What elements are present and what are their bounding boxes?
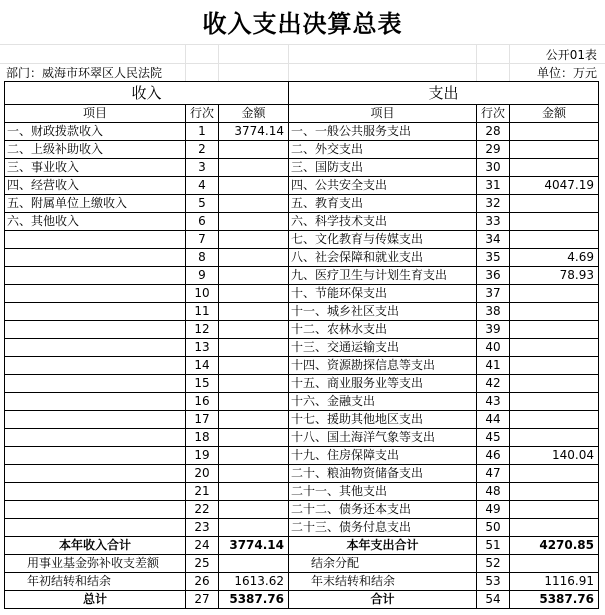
income-row-no-cell: 17: [186, 411, 219, 429]
summary-row: [5, 555, 599, 573]
expense-row-no-cell: 35: [477, 249, 510, 267]
income-amount-cell: [219, 393, 289, 411]
table-row: [5, 159, 599, 177]
expense-row-no-cell: 31: [477, 177, 510, 195]
income-item-cell: [5, 483, 186, 501]
expense-row-no-cell: 46: [477, 447, 510, 465]
expense-summary-amount: [510, 555, 599, 573]
income-summary-amount: [219, 555, 289, 573]
expense-amount-cell: [510, 357, 599, 375]
income-item-cell: [5, 429, 186, 447]
income-row-no-cell: 26: [186, 573, 219, 591]
expense-row-no-cell: 32: [477, 195, 510, 213]
expense-item-cell: 二十一、其他支出: [289, 483, 477, 501]
income-item-cell: [5, 285, 186, 303]
income-amount-cell: [219, 249, 289, 267]
income-summary-label: 总计: [5, 591, 186, 609]
expense-row-no-cell: 52: [477, 555, 510, 573]
income-row-no-cell: 18: [186, 429, 219, 447]
income-item-cell: [5, 375, 186, 393]
expense-row-no-cell: 28: [477, 123, 510, 141]
income-summary-label: 本年收入合计: [5, 537, 186, 555]
income-row-no-cell: 23: [186, 519, 219, 537]
income-amount-cell: [219, 357, 289, 375]
expense-item-cell: 七、文化教育与传媒支出: [289, 231, 477, 249]
column-header-amount: 金额: [219, 105, 289, 123]
expense-amount-cell: [510, 465, 599, 483]
gridline: [185, 44, 186, 81]
income-amount-cell: 3774.14: [219, 123, 289, 141]
expense-item-cell: 二十三、债务付息支出: [289, 519, 477, 537]
income-row-no-cell: 3: [186, 159, 219, 177]
expense-row-no-cell: 29: [477, 141, 510, 159]
income-summary-amount: 5387.76: [219, 591, 289, 609]
income-row-no-cell: 19: [186, 447, 219, 465]
income-amount-cell: [219, 213, 289, 231]
income-summary-label: 用事业基金弥补收支差额: [5, 555, 186, 573]
income-amount-cell: [219, 195, 289, 213]
income-row-no-cell: 5: [186, 195, 219, 213]
income-amount-cell: [219, 303, 289, 321]
expense-summary-label: 年末结转和结余: [289, 573, 477, 591]
expense-amount-cell: [510, 285, 599, 303]
expense-item-cell: 二十、粮油物资储备支出: [289, 465, 477, 483]
income-amount-cell: [219, 375, 289, 393]
table-row: [5, 357, 599, 375]
income-item-cell: [5, 411, 186, 429]
table-row: [5, 393, 599, 411]
gridline: [288, 44, 289, 81]
expense-summary-amount: 5387.76: [510, 591, 599, 609]
income-item-cell: 五、附属单位上缴收入: [5, 195, 186, 213]
income-item-cell: 六、其他收入: [5, 213, 186, 231]
income-row-no-cell: 2: [186, 141, 219, 159]
expense-row-no-cell: 42: [477, 375, 510, 393]
income-item-cell: [5, 393, 186, 411]
expense-row-no-cell: 47: [477, 465, 510, 483]
income-row-no-cell: 1: [186, 123, 219, 141]
income-row-no-cell: 22: [186, 501, 219, 519]
expense-item-cell: 十八、国土海洋气象等支出: [289, 429, 477, 447]
income-item-cell: [5, 357, 186, 375]
income-amount-cell: [219, 465, 289, 483]
table-row: [5, 213, 599, 231]
income-amount-cell: [219, 231, 289, 249]
expense-amount-cell: [510, 141, 599, 159]
income-item-cell: [5, 267, 186, 285]
expense-item-cell: 十七、援助其他地区支出: [289, 411, 477, 429]
expense-item-cell: 二十二、债务还本支出: [289, 501, 477, 519]
expense-item-cell: 十四、资源勘探信息等支出: [289, 357, 477, 375]
income-summary-label: 年初结转和结余: [5, 573, 186, 591]
income-row-no-cell: 16: [186, 393, 219, 411]
income-amount-cell: [219, 285, 289, 303]
expense-amount-cell: [510, 411, 599, 429]
gridline: [476, 44, 477, 81]
expense-row-no-cell: 34: [477, 231, 510, 249]
income-summary-amount: 1613.62: [219, 573, 289, 591]
table-row: [5, 447, 599, 465]
department-label: 部门：威海市环翠区人民法院: [6, 66, 163, 80]
expense-row-no-cell: 43: [477, 393, 510, 411]
expense-amount-cell: [510, 123, 599, 141]
income-item-cell: [5, 249, 186, 267]
income-item-cell: [5, 447, 186, 465]
gridline: [509, 44, 510, 81]
summary-row: [5, 537, 599, 555]
gridline: [0, 63, 605, 64]
income-item-cell: [5, 303, 186, 321]
expense-summary-label: 合计: [289, 591, 477, 609]
table-row: [5, 195, 599, 213]
expense-item-cell: 十二、农林水支出: [289, 321, 477, 339]
unit-label: 单位：万元: [536, 66, 597, 80]
income-row-no-cell: 21: [186, 483, 219, 501]
expense-row-no-cell: 33: [477, 213, 510, 231]
income-row-no-cell: 14: [186, 357, 219, 375]
page-title: 收入支出决算总表: [202, 10, 403, 38]
income-amount-cell: [219, 429, 289, 447]
gridline: [218, 44, 219, 81]
income-amount-cell: [219, 501, 289, 519]
expense-amount-cell: [510, 159, 599, 177]
expense-amount-cell: 78.93: [510, 267, 599, 285]
income-item-cell: [5, 231, 186, 249]
expense-amount-cell: [510, 429, 599, 447]
column-header-row-no: 行次: [477, 105, 510, 123]
expense-row-no-cell: 50: [477, 519, 510, 537]
table-row: [5, 141, 599, 159]
income-amount-cell: [219, 141, 289, 159]
table-row: [5, 465, 599, 483]
expense-section-header: 支出: [289, 82, 599, 105]
income-item-cell: [5, 339, 186, 357]
expense-summary-label: 结余分配: [289, 555, 477, 573]
expense-amount-cell: [510, 375, 599, 393]
income-summary-amount: 3774.14: [219, 537, 289, 555]
column-header-row-no: 行次: [186, 105, 219, 123]
income-item-cell: 一、财政拨款收入: [5, 123, 186, 141]
table-row: [5, 375, 599, 393]
table-row: [5, 429, 599, 447]
expense-amount-cell: [510, 393, 599, 411]
income-item-cell: [5, 501, 186, 519]
table-row: [5, 411, 599, 429]
expense-row-no-cell: 38: [477, 303, 510, 321]
income-row-no-cell: 7: [186, 231, 219, 249]
expense-row-no-cell: 30: [477, 159, 510, 177]
expense-amount-cell: [510, 483, 599, 501]
income-section-header: 收入: [5, 82, 289, 105]
expense-item-cell: 九、医疗卫生与计划生育支出: [289, 267, 477, 285]
expense-row-no-cell: 37: [477, 285, 510, 303]
income-amount-cell: [219, 267, 289, 285]
budget-summary-table: [4, 81, 599, 609]
income-row-no-cell: 11: [186, 303, 219, 321]
expense-item-cell: 三、国防支出: [289, 159, 477, 177]
income-row-no-cell: 6: [186, 213, 219, 231]
expense-row-no-cell: 53: [477, 573, 510, 591]
expense-amount-cell: [510, 213, 599, 231]
expense-amount-cell: 4047.19: [510, 177, 599, 195]
table-row: [5, 321, 599, 339]
expense-summary-label: 本年支出合计: [289, 537, 477, 555]
income-row-no-cell: 10: [186, 285, 219, 303]
income-amount-cell: [219, 159, 289, 177]
income-row-no-cell: 8: [186, 249, 219, 267]
table-row: [5, 249, 599, 267]
summary-row: [5, 591, 599, 609]
expense-row-no-cell: 41: [477, 357, 510, 375]
expense-row-no-cell: 45: [477, 429, 510, 447]
expense-summary-amount: 1116.91: [510, 573, 599, 591]
income-amount-cell: [219, 321, 289, 339]
expense-amount-cell: [510, 339, 599, 357]
column-header-amount: 金额: [510, 105, 599, 123]
expense-row-no-cell: 36: [477, 267, 510, 285]
expense-row-no-cell: 48: [477, 483, 510, 501]
section-header-row: [5, 82, 599, 105]
table-row: [5, 285, 599, 303]
expense-row-no-cell: 40: [477, 339, 510, 357]
income-row-no-cell: 12: [186, 321, 219, 339]
expense-summary-amount: 4270.85: [510, 537, 599, 555]
expense-row-no-cell: 51: [477, 537, 510, 555]
income-row-no-cell: 4: [186, 177, 219, 195]
expense-amount-cell: [510, 231, 599, 249]
income-amount-cell: [219, 519, 289, 537]
table-row: [5, 267, 599, 285]
expense-row-no-cell: 39: [477, 321, 510, 339]
summary-row: [5, 573, 599, 591]
income-item-cell: [5, 519, 186, 537]
income-row-no-cell: 27: [186, 591, 219, 609]
income-item-cell: 二、上级补助收入: [5, 141, 186, 159]
expense-item-cell: 四、公共安全支出: [289, 177, 477, 195]
table-row: [5, 519, 599, 537]
expense-item-cell: 二、外交支出: [289, 141, 477, 159]
income-row-no-cell: 24: [186, 537, 219, 555]
income-item-cell: [5, 465, 186, 483]
expense-amount-cell: [510, 501, 599, 519]
table-row: [5, 339, 599, 357]
income-amount-cell: [219, 483, 289, 501]
expense-amount-cell: [510, 321, 599, 339]
column-header-row: [5, 105, 599, 123]
income-row-no-cell: 20: [186, 465, 219, 483]
expense-row-no-cell: 54: [477, 591, 510, 609]
expense-item-cell: 五、教育支出: [289, 195, 477, 213]
expense-amount-cell: [510, 519, 599, 537]
expense-amount-cell: [510, 195, 599, 213]
table-row: [5, 483, 599, 501]
column-header-item: 项目: [5, 105, 186, 123]
expense-item-cell: 六、科学技术支出: [289, 213, 477, 231]
table-code: 公开01表: [545, 48, 597, 62]
expense-row-no-cell: 44: [477, 411, 510, 429]
income-row-no-cell: 25: [186, 555, 219, 573]
column-header-item: 项目: [289, 105, 477, 123]
income-row-no-cell: 15: [186, 375, 219, 393]
income-row-no-cell: 9: [186, 267, 219, 285]
expense-item-cell: 十一、城乡社区支出: [289, 303, 477, 321]
income-amount-cell: [219, 411, 289, 429]
expense-item-cell: 十、节能环保支出: [289, 285, 477, 303]
income-amount-cell: [219, 447, 289, 465]
expense-item-cell: 十三、交通运输支出: [289, 339, 477, 357]
expense-item-cell: 十五、商业服务业等支出: [289, 375, 477, 393]
income-item-cell: [5, 321, 186, 339]
expense-amount-cell: 4.69: [510, 249, 599, 267]
expense-item-cell: 十九、住房保障支出: [289, 447, 477, 465]
expense-item-cell: 八、社会保障和就业支出: [289, 249, 477, 267]
income-row-no-cell: 13: [186, 339, 219, 357]
expense-row-no-cell: 49: [477, 501, 510, 519]
income-item-cell: 三、事业收入: [5, 159, 186, 177]
table-row: [5, 177, 599, 195]
table-row: [5, 501, 599, 519]
gridline: [0, 44, 605, 45]
table-row: [5, 123, 599, 141]
expense-item-cell: 十六、金融支出: [289, 393, 477, 411]
table-row: [5, 231, 599, 249]
expense-item-cell: 一、一般公共服务支出: [289, 123, 477, 141]
income-amount-cell: [219, 339, 289, 357]
expense-amount-cell: [510, 303, 599, 321]
expense-amount-cell: 140.04: [510, 447, 599, 465]
income-item-cell: 四、经营收入: [5, 177, 186, 195]
table-row: [5, 303, 599, 321]
income-amount-cell: [219, 177, 289, 195]
